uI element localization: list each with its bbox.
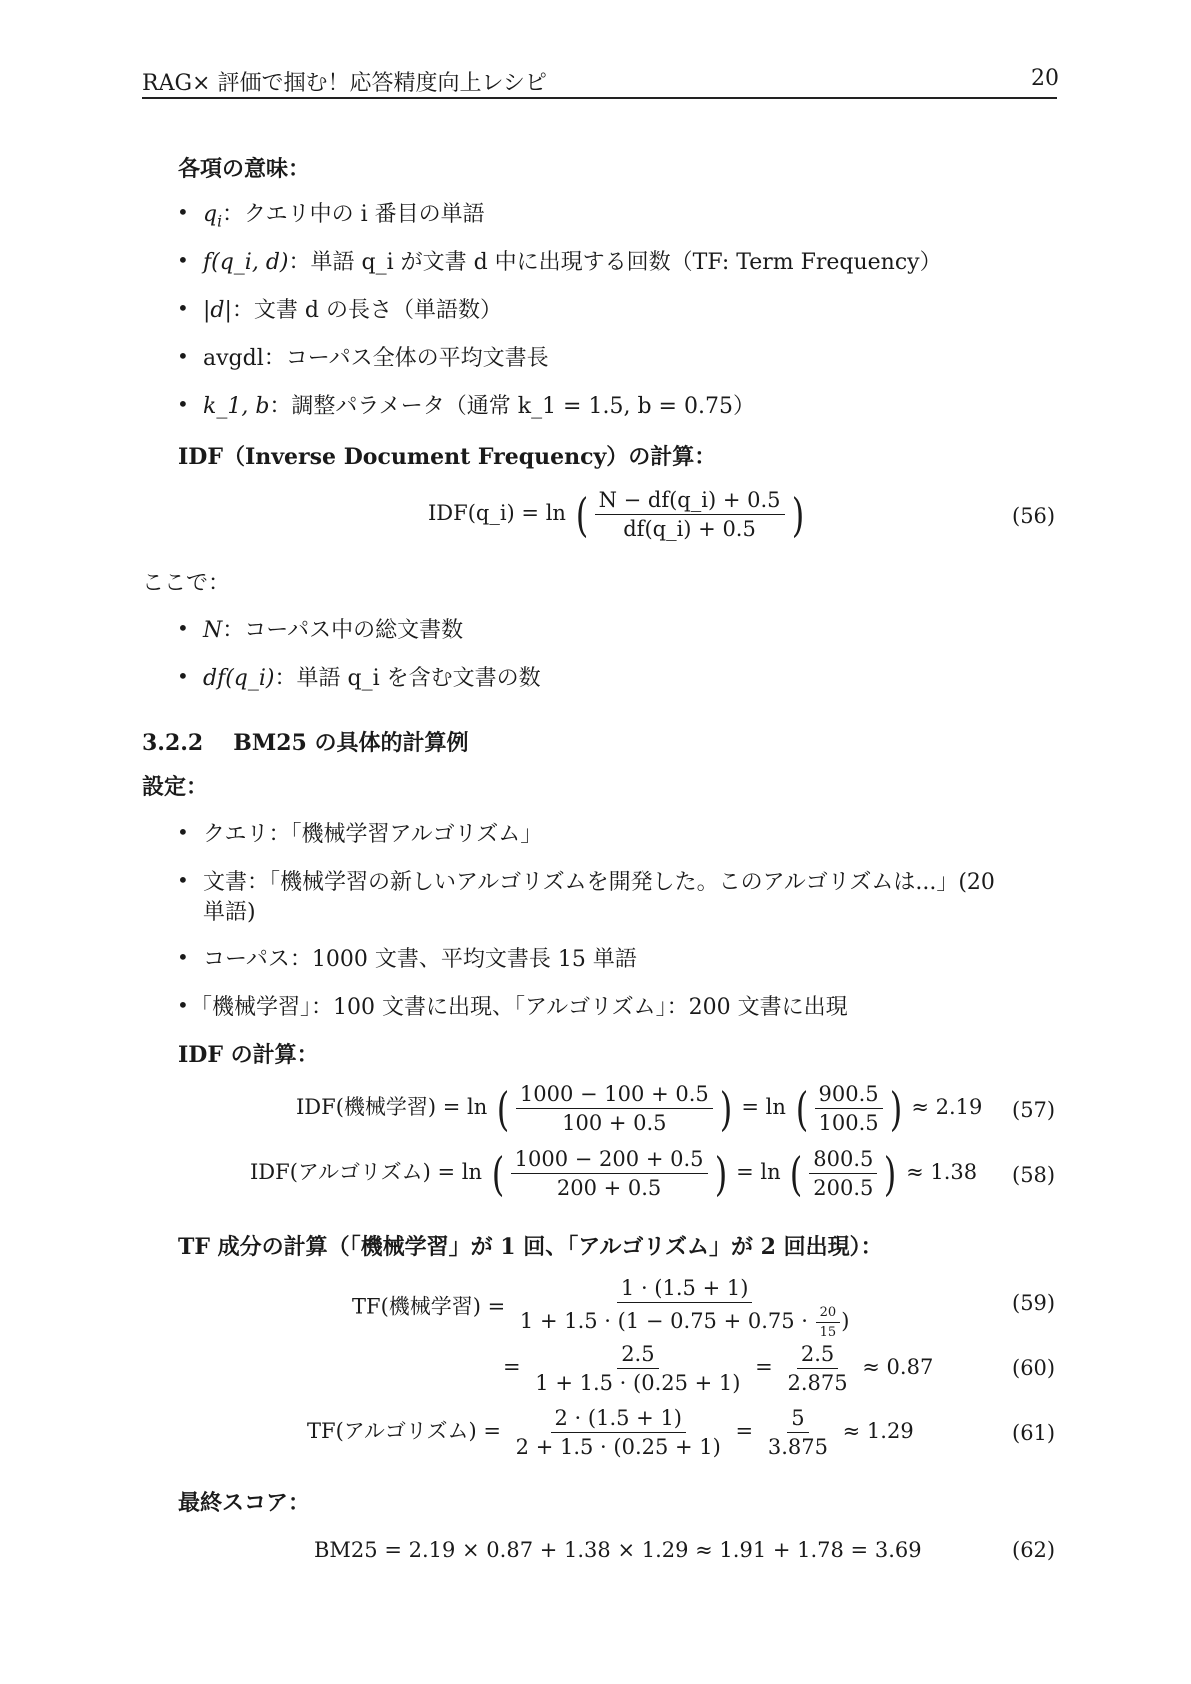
equation-62: BM25 = 2.19 × 0.87 + 1.38 × 1.29 ≈ 1.91 + 1.78 = 3.69 [314,1538,922,1562]
term-item: $q_i$：クエリ中の i 番目の単語 [203,202,485,231]
equation-number: (60) [1012,1356,1056,1380]
equation-number: (57) [1012,1098,1056,1122]
bullet-icon: • [177,664,189,688]
bullet-icon: • [177,868,189,892]
equation-61: TF(アルゴリズム) = $\frac{2 \cdot (1.5 + 1)}{2 + 1.5 \cdot (0.25 + 1)}$ = $\frac{5}{3.875}$ ≈ 1.29 [307,1406,914,1459]
bullet-icon: • [177,392,189,416]
equation-number: (61) [1012,1421,1056,1445]
idf-heading: IDF（Inverse Document Frequency）の計算： [178,444,717,470]
bullet-icon: • [177,248,189,272]
equation-number: (58) [1012,1163,1056,1187]
page-number: 20 [1031,66,1059,91]
idf-item: df(q_i)：単語 q_i を含む文書の数 [203,666,541,691]
settings-heading: 設定： [142,774,209,800]
where-text: ここで： [142,571,231,596]
settings-item: コーパス：1000 文書、平均文書長 15 単語 [203,947,637,972]
bullet-icon: • [177,296,189,320]
equation-58: IDF(アルゴリズム) = ln ( $\frac{1000 - 200 + 0.5}{200 + 0.5}$ ) = ln ( $\frac{800.5}{200.5}$ ) ≈ 1.38 [250,1146,978,1201]
running-header: RAG× 評価で掴む！応答精度向上レシピ [142,71,547,96]
bullet-icon: • [177,616,189,640]
settings-item: クエリ：「機械学習アルゴリズム」 [203,822,543,847]
term-item: avgdl：コーパス全体の平均文書長 [203,346,549,371]
equation-number: (56) [1012,504,1056,528]
equation-57: IDF(機械学習) = ln ( $\frac{1000 - 100 + 0.5}{100 + 0.5}$ ) = ln ( $\frac{900.5}{100.5}$ ) ≈ 2.19 [296,1081,983,1136]
equation-60: = $\frac{2.5}{1 + 1.5 \cdot (0.25 + 1)}$ = $\frac{2.5}{2.875}$ ≈ 0.87 [503,1342,934,1395]
bullet-icon: • [177,945,189,969]
bullet-icon: • [177,344,189,368]
equation-number: (62) [1012,1538,1056,1562]
header-rule [142,97,1057,99]
term-item: k_1, b：調整パラメータ（通常 k_1 = 1.5, b = 0.75） [203,394,755,419]
settings-item: 「機械学習」：100 文書に出現、「アルゴリズム」：200 文書に出現 [190,995,848,1020]
section-heading: 3.2.2 BM25 の具体的計算例 [142,730,469,756]
equation-number: (59) [1012,1291,1056,1315]
bullet-icon: • [177,820,189,844]
terms-heading: 各項の意味： [178,156,311,182]
equation-56: IDF(q_i) = ln ( $\frac{N - df(q\_i) + 0.5}{df(q\_i) + 0.5}$ ) [428,487,804,542]
bullet-icon: • [177,993,189,1017]
idf-item: N：コーパス中の総文書数 [203,618,464,643]
final-heading: 最終スコア： [178,1490,311,1516]
settings-item-continued: 単語) [203,900,256,925]
bullet-icon: • [177,200,189,224]
equation-59: TF(機械学習) = 1 · (1.5 + 1) 1 + 1.5 · (1 − 0.75 + 0.75 · $\frac{20}{15}$ ) [352,1276,850,1340]
term-item: |d|：文書 d の長さ（単語数） [203,298,502,323]
settings-item: 文書：「機械学習の新しいアルゴリズムを開発した。このアルゴリズムは...」(20 [203,870,995,895]
term-item: f(q_i, d)：単語 q_i が文書 d 中に出現する回数（TF: Term Frequency） [203,250,942,275]
tf-calc-heading: TF 成分の計算（「機械学習」が 1 回、「アルゴリズム」が 2 回出現）： [178,1234,883,1260]
idf-calc-heading: IDF の計算： [178,1042,319,1068]
